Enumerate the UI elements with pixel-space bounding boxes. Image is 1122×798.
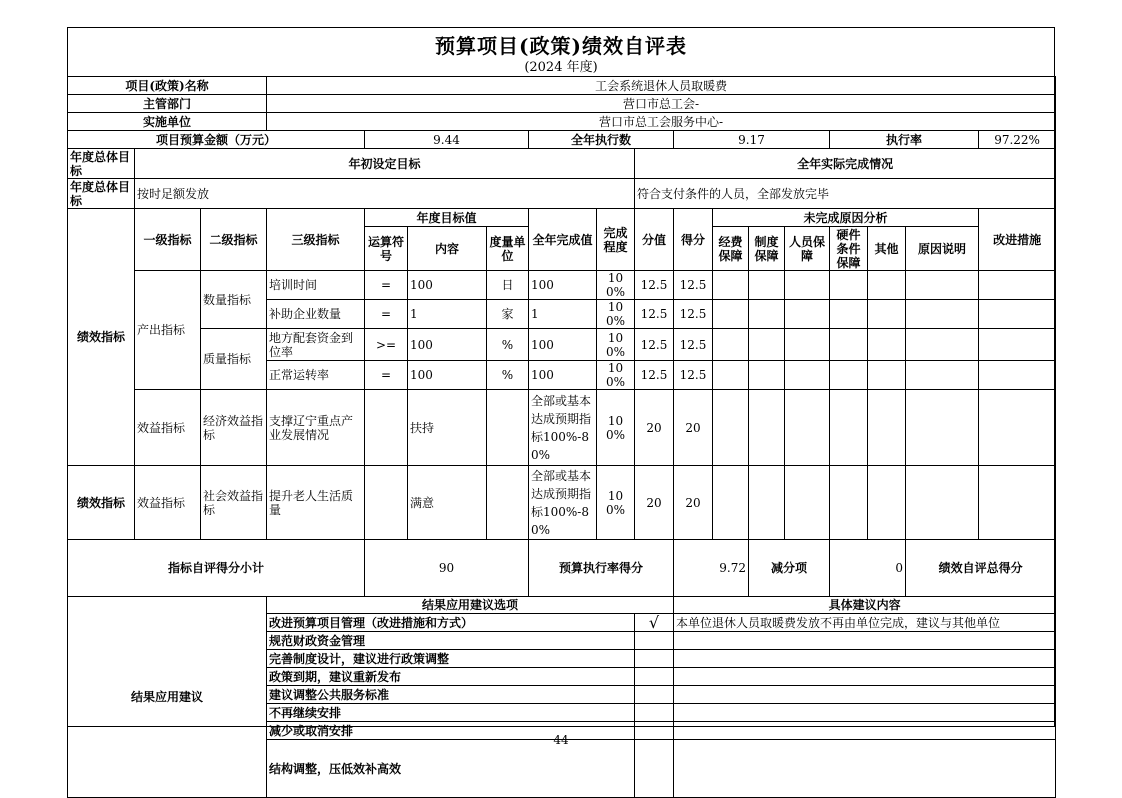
department-value: 营口市总工会- xyxy=(267,95,1056,113)
suggestion-detail: 本单位退休人员取暖费发放不再由单位完成，建议与其他单位 xyxy=(674,614,1056,632)
indicator-content: 1 xyxy=(408,300,487,329)
indicator-unit: 家 xyxy=(487,300,529,329)
suggestion-detail xyxy=(674,686,1056,704)
suggestion-detail xyxy=(674,740,1056,798)
unfinished-reason-header: 未完成原因分析 xyxy=(713,209,979,227)
suggestion-check: √ xyxy=(635,614,674,632)
annual-goal-label-2: 年度总体目标 xyxy=(68,179,135,209)
indicator-operator xyxy=(365,390,408,466)
initial-goal-header: 年初设定目标 xyxy=(135,149,635,179)
indicator-operator xyxy=(365,466,408,540)
suggestion-label: 不再继续安排 xyxy=(267,704,635,722)
quantity-indicator: 数量指标 xyxy=(201,271,267,329)
exec-rate-label: 执行率 xyxy=(830,131,979,149)
project-name-row xyxy=(68,77,1056,95)
annual-target-header: 年度目标值 xyxy=(365,209,529,227)
suggestion-check xyxy=(635,632,674,650)
suggestion-check xyxy=(635,686,674,704)
indicator-completion: 100% xyxy=(597,390,635,466)
indicator-row xyxy=(68,329,1056,361)
benefit-indicator: 效益指标 xyxy=(135,390,201,466)
suggestion-label: 建议调整公共服务标准 xyxy=(267,686,635,704)
quality-indicator: 质量指标 xyxy=(201,329,267,390)
evaluation-table xyxy=(67,76,1056,798)
total-score-label: 绩效自评总得分 xyxy=(906,540,1056,597)
indicator-operator: = xyxy=(365,361,408,390)
exec-rate-score-value: 9.72 xyxy=(674,540,749,597)
score-value-header: 分值 xyxy=(635,209,674,271)
indicator-score-value: 20 xyxy=(635,390,674,466)
indicator-value: 100 xyxy=(529,271,597,300)
reason-explain-header: 原因说明 xyxy=(906,227,979,271)
indicator-completion: 100% xyxy=(597,271,635,300)
indicator-score: 12.5 xyxy=(674,329,713,361)
suggestion-check xyxy=(635,650,674,668)
indicator-unit: % xyxy=(487,329,529,361)
indicator-score-value: 12.5 xyxy=(635,271,674,300)
indicator-value: 100 xyxy=(529,329,597,361)
indicator-name: 提升老人生活质量 xyxy=(267,466,365,540)
indicator-name: 培训时间 xyxy=(267,271,365,300)
implementer-label: 实施单位 xyxy=(68,113,267,131)
page-number: 44 xyxy=(553,733,569,747)
subtotal-value: 90 xyxy=(365,540,529,597)
suggestion-check xyxy=(635,704,674,722)
implementer-row xyxy=(68,113,1056,131)
indicator-row xyxy=(68,390,1056,466)
indicator-completion: 100% xyxy=(597,300,635,329)
indicator-score: 12.5 xyxy=(674,300,713,329)
indicator-content: 100 xyxy=(408,361,487,390)
indicator-score-value: 12.5 xyxy=(635,300,674,329)
operator-header: 运算符号 xyxy=(365,227,408,271)
goal-value-row xyxy=(68,179,1056,209)
indicator-score: 20 xyxy=(674,390,713,466)
indicator-row xyxy=(68,271,1056,300)
indicator-name: 正常运转率 xyxy=(267,361,365,390)
indicator-header-row-1 xyxy=(68,209,1056,227)
indicator-content: 扶持 xyxy=(408,390,487,466)
level3-header: 三级指标 xyxy=(267,209,365,271)
deduction-label: 减分项 xyxy=(749,540,830,597)
indicator-value: 1 xyxy=(529,300,597,329)
level2-header: 二级指标 xyxy=(201,209,267,271)
full-year-value-header: 全年完成值 xyxy=(529,209,597,271)
indicator-score: 12.5 xyxy=(674,361,713,390)
benefit-indicator-2: 效益指标 xyxy=(135,466,201,540)
suggestion-label: 改进预算项目管理（改进措施和方式） xyxy=(267,614,635,632)
indicator-score-value: 12.5 xyxy=(635,329,674,361)
perf-indicator-label: 绩效指标 xyxy=(68,209,135,466)
implementer-value: 营口市总工会服务中心- xyxy=(267,113,1056,131)
suggestion-label: 规范财政资金管理 xyxy=(267,632,635,650)
indicator-name: 补助企业数量 xyxy=(267,300,365,329)
social-indicator: 社会效益指标 xyxy=(201,466,267,540)
budget-row xyxy=(68,131,1056,149)
suggestion-detail xyxy=(674,704,1056,722)
department-row xyxy=(68,95,1056,113)
actual-completion-header: 全年实际完成情况 xyxy=(635,149,1056,179)
content-header: 内容 xyxy=(408,227,487,271)
output-indicator: 产出指标 xyxy=(135,271,201,390)
indicator-unit: 日 xyxy=(487,271,529,300)
actual-completion-value: 符合支付条件的人员，全部发放完毕 xyxy=(635,179,1056,209)
indicator-score-value: 20 xyxy=(635,466,674,540)
score-header: 得分 xyxy=(674,209,713,271)
indicator-score: 20 xyxy=(674,466,713,540)
result-options-header: 结果应用建议选项 xyxy=(267,597,674,614)
initial-goal-value: 按时足额发放 xyxy=(135,179,635,209)
economic-indicator: 经济效益指标 xyxy=(201,390,267,466)
budget-label: 项目预算金额（万元） xyxy=(68,131,365,149)
indicator-completion: 100% xyxy=(597,329,635,361)
indicator-row xyxy=(68,466,1056,540)
reason-system-header: 制度保障 xyxy=(749,227,785,271)
page-title: 预算项目(政策)绩效自评表 xyxy=(435,34,687,58)
indicator-unit xyxy=(487,390,529,466)
suggestion-detail xyxy=(674,632,1056,650)
executed-value: 9.17 xyxy=(674,131,830,149)
perf-indicator-label-2: 绩效指标 xyxy=(68,466,135,540)
indicator-score-value: 12.5 xyxy=(635,361,674,390)
suggestion-check xyxy=(635,668,674,686)
exec-rate-score-label: 预算执行率得分 xyxy=(529,540,674,597)
suggestion-check xyxy=(635,740,674,798)
year-subtitle: (2024 年度) xyxy=(524,60,598,75)
suggestion-label: 政策到期，建议重新发布 xyxy=(267,668,635,686)
suggestion-label: 减少或取消安排 xyxy=(267,722,635,740)
project-name-label: 项目(政策)名称 xyxy=(68,77,267,95)
indicator-value: 全部或基本达成预期指标100%-80% xyxy=(529,390,597,466)
indicator-unit xyxy=(487,466,529,540)
indicator-score: 12.5 xyxy=(674,271,713,300)
reason-funding-header: 经费保障 xyxy=(713,227,749,271)
indicator-operator: = xyxy=(365,271,408,300)
annual-goal-label: 年度总体目标 xyxy=(68,149,135,179)
level1-header: 一级指标 xyxy=(135,209,201,271)
subtotal-label: 指标自评得分小计 xyxy=(68,540,365,597)
indicator-completion: 100% xyxy=(597,466,635,540)
project-name-value: 工会系统退休人员取暖费 xyxy=(267,77,1056,95)
result-suggestion-label: 结果应用建议 xyxy=(68,597,267,798)
indicator-operator: = xyxy=(365,300,408,329)
score-summary-row xyxy=(68,540,1056,597)
budget-value: 9.44 xyxy=(365,131,529,149)
suggestion-detail xyxy=(674,668,1056,686)
reason-staff-header: 人员保障 xyxy=(785,227,830,271)
indicator-content: 满意 xyxy=(408,466,487,540)
deduction-value: 0 xyxy=(830,540,906,597)
indicator-content: 100 xyxy=(408,271,487,300)
suggestion-detail xyxy=(674,650,1056,668)
indicator-operator: >= xyxy=(365,329,408,361)
indicator-name: 地方配套资金到位率 xyxy=(267,329,365,361)
goal-header-row xyxy=(68,149,1056,179)
specific-content-header: 具体建议内容 xyxy=(674,597,1056,614)
indicator-completion: 100% xyxy=(597,361,635,390)
indicator-content: 100 xyxy=(408,329,487,361)
department-label: 主管部门 xyxy=(68,95,267,113)
suggestion-label: 结构调整，压低效补高效 xyxy=(267,740,635,798)
executed-label: 全年执行数 xyxy=(529,131,674,149)
indicator-value: 100 xyxy=(529,361,597,390)
improve-header: 改进措施 xyxy=(979,209,1056,271)
indicator-unit: % xyxy=(487,361,529,390)
suggestion-label: 完善制度设计，建议进行政策调整 xyxy=(267,650,635,668)
unit-header: 度量单位 xyxy=(487,227,529,271)
reason-other-header: 其他 xyxy=(868,227,906,271)
reason-hardware-header: 硬件条件保障 xyxy=(830,227,868,271)
exec-rate-value: 97.22% xyxy=(979,131,1056,149)
indicator-value: 全部或基本达成预期指标100%-80% xyxy=(529,466,597,540)
indicator-name: 支撑辽宁重点产业发展情况 xyxy=(267,390,365,466)
evaluation-sheet xyxy=(67,27,1055,776)
completion-header: 完成程度 xyxy=(597,209,635,271)
suggestion-header-row xyxy=(68,597,1056,614)
